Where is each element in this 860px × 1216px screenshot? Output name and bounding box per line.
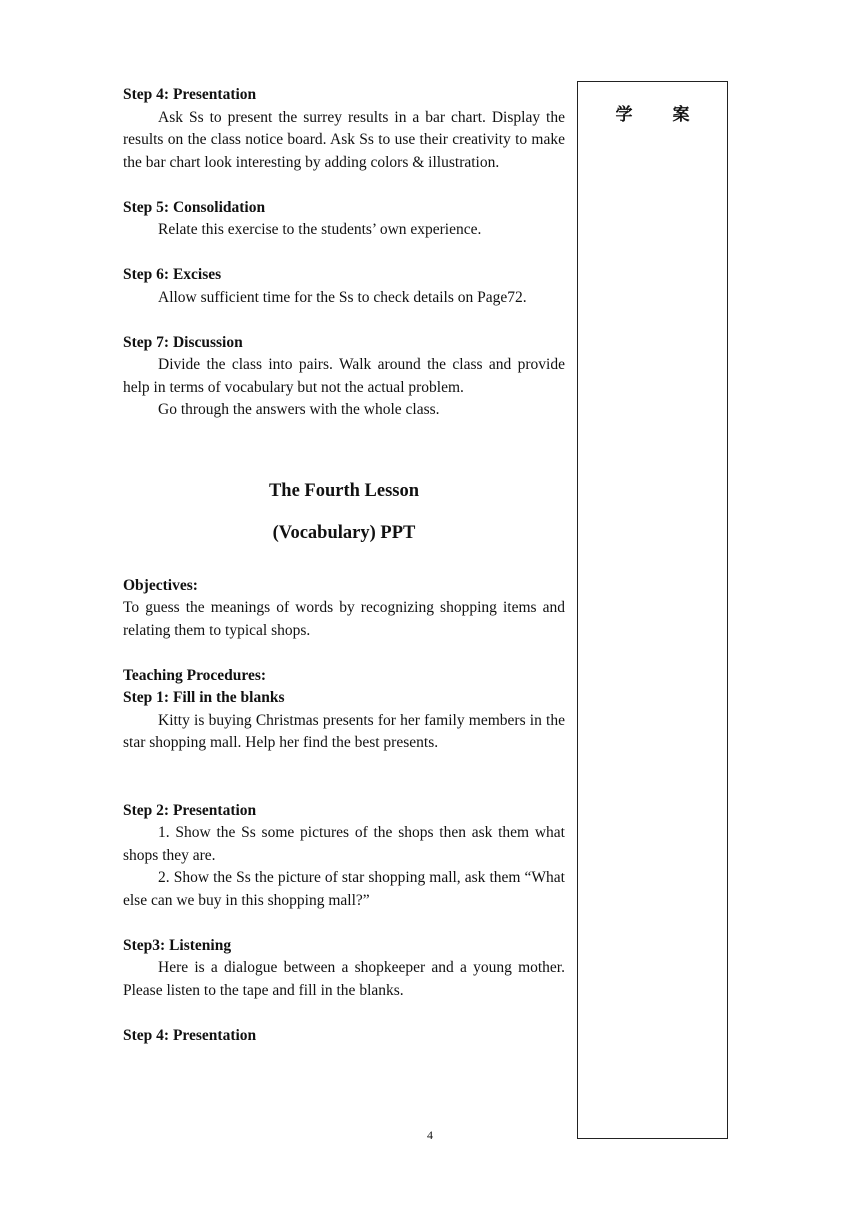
step2-text-2: 2. Show the Ss the picture of star shopping mall, ask them “What else can we buy in this shopping mall?” bbox=[123, 869, 565, 909]
step2-text-1: 1. Show the Ss some pictures of the shops then ask them what shops they are. bbox=[123, 824, 565, 864]
step6-heading: Step 6: Excises bbox=[123, 266, 222, 283]
step5-text: Relate this exercise to the students’ own experience. bbox=[158, 221, 482, 238]
step6-text: Allow sufficient time for the Ss to check details on Page72. bbox=[158, 288, 527, 306]
step1-heading: Step 1: Fill in the blanks bbox=[123, 689, 285, 706]
step1-text: Kitty is buying Christmas presents for her family members in the star shopping mall. Help her find the best presents. bbox=[123, 711, 565, 751]
study-notes-header bbox=[578, 100, 727, 125]
step4-presentation-heading: Step 4: Presentation bbox=[123, 1026, 257, 1044]
step5-heading: Step 5: Consolidation bbox=[123, 198, 266, 216]
step3-heading: Step3: Listening bbox=[123, 936, 232, 954]
step3-text: Here is a dialogue between a shopkeeper and a young mother. Please listen to the tape and fill in the blanks. bbox=[123, 959, 565, 999]
page-number: 4 bbox=[427, 1128, 433, 1142]
study-notes-char-2: 案 bbox=[672, 105, 690, 125]
lesson-title: The Fourth Lesson bbox=[268, 480, 420, 501]
lesson-subtitle: (Vocabulary) PPT bbox=[272, 523, 416, 543]
step4-text: Ask Ss to present the surrey results in a bar chart. Display the results on the class notice board. Ask Ss to use their creativity to make the bar chart look interesting by adding colors & illustration. bbox=[123, 108, 565, 171]
step7-text-1: Divide the class into pairs. Walk around the class and provide help in terms of vocabulary but not the actual problem. bbox=[123, 356, 565, 396]
study-notes-char-1: 学 bbox=[615, 105, 633, 125]
step7-text-2: Go through the answers with the whole class. bbox=[158, 401, 440, 418]
objectives-text: To guess the meanings of words by recognizing shopping items and relating them to typical shops. bbox=[123, 599, 565, 639]
step7-heading: Step 7: Discussion bbox=[123, 333, 243, 351]
procedures-heading: Teaching Procedures: bbox=[123, 666, 267, 684]
step4-heading: Step 4: Presentation bbox=[123, 86, 257, 103]
objectives-heading: Objectives: bbox=[123, 576, 198, 594]
study-notes-column bbox=[577, 81, 728, 1139]
step2-heading: Step 2: Presentation bbox=[123, 801, 257, 819]
lesson-plan-body bbox=[123, 84, 565, 1047]
